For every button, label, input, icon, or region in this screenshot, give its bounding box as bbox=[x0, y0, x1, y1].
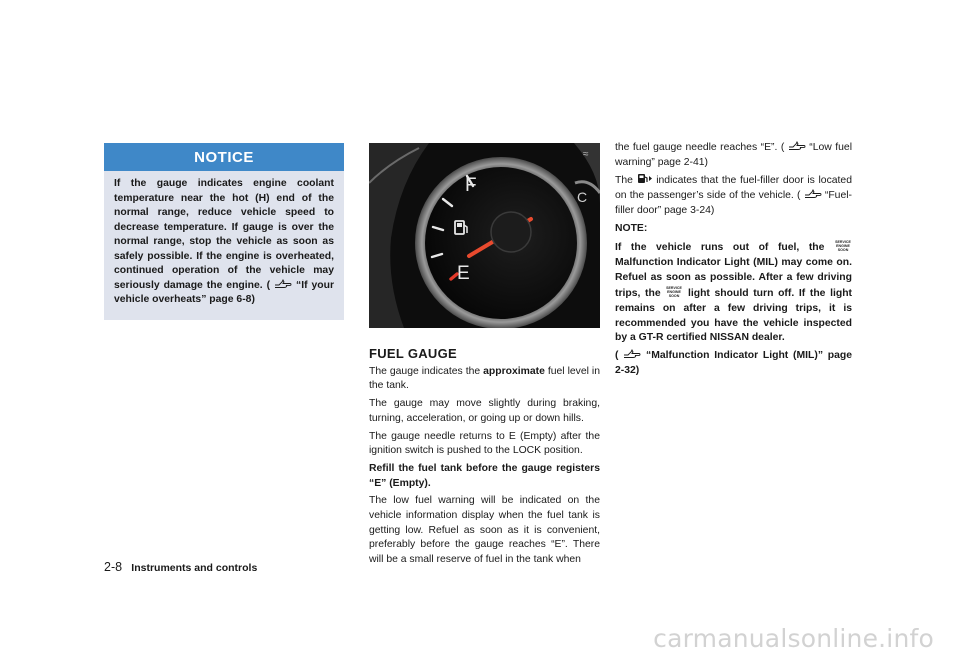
paragraph-text: indicates that the fuel-filler door is located on the passenger’s side of the vehicle. ( bbox=[615, 175, 852, 202]
section-title: Instruments and controls bbox=[131, 562, 258, 574]
gauge-label-f: F bbox=[465, 175, 477, 196]
service-engine-soon-icon bbox=[834, 239, 852, 252]
cross-reference: “Fuel-filler door” page 3-24) bbox=[615, 190, 852, 216]
cross-reference-paragraph bbox=[615, 349, 852, 378]
watermark: carmanualsonline.info bbox=[653, 624, 934, 653]
note-paragraph bbox=[615, 239, 852, 346]
service-engine-soon-icon bbox=[665, 285, 683, 298]
svg-text:≈: ≈ bbox=[583, 149, 589, 160]
fuel-gauge-photo bbox=[369, 143, 600, 328]
page-number: 2-8 bbox=[104, 560, 123, 574]
notice-box bbox=[104, 143, 344, 320]
svg-text:C: C bbox=[577, 189, 588, 205]
notice-title: NOTICE bbox=[104, 143, 344, 171]
note-label: NOTE: bbox=[615, 222, 648, 234]
pointing-hand-icon bbox=[274, 279, 292, 289]
column-three bbox=[615, 141, 852, 382]
paragraph bbox=[615, 141, 852, 170]
paragraph-text: The bbox=[615, 175, 633, 187]
warning-paragraph: Refill the fuel tank before the gauge registers “E” (Empty). bbox=[369, 462, 600, 489]
pointing-hand-icon bbox=[623, 349, 641, 359]
section-heading: FUEL GAUGE bbox=[369, 346, 457, 361]
paren: ( bbox=[615, 350, 619, 362]
note-text: light should turn off. If the light remains on after a few driving trips, it is recommended you have the vehicle inspected by a GT-R certified NISSAN dealer. bbox=[615, 288, 853, 344]
note-text: If the vehicle runs out of fuel, the bbox=[615, 242, 825, 254]
paragraph-text: fuel level in the tank. bbox=[369, 365, 600, 392]
paragraph-text: the fuel gauge needle reaches “E”. ( bbox=[615, 142, 785, 153]
paragraph bbox=[615, 173, 852, 218]
notice-ref: “If your vehicle overheats” page 6-8) bbox=[114, 279, 335, 305]
fuel-gauge-section bbox=[369, 347, 600, 571]
cross-reference: “Low fuel warning” page 2-41) bbox=[615, 142, 853, 168]
svg-text:SERVICE: SERVICE bbox=[666, 286, 683, 291]
notice-text: If the gauge indicates engine coolant temperature near the hot (H) end of the normal range, reduce vehicle speed to decrease temperature. If gauge is over the normal range, stop the vehicle as soon as safely possible. If the engine is overheated, continued operation of the vehicle may seriously damage the engine. ( bbox=[114, 178, 334, 291]
notice-body bbox=[104, 171, 344, 308]
fuel-pump-icon bbox=[637, 173, 653, 184]
svg-text:SOON: SOON bbox=[669, 294, 680, 299]
paragraph-text: The gauge indicates the bbox=[369, 365, 484, 377]
cross-reference: “Malfunction Indicator Light (MIL)” page 2-32) bbox=[615, 350, 853, 376]
pointing-hand-icon bbox=[788, 141, 806, 151]
svg-text:ENGINE: ENGINE bbox=[836, 244, 850, 249]
svg-text:SOON: SOON bbox=[837, 248, 849, 253]
pointing-hand-icon bbox=[804, 189, 822, 199]
gauge-label-e: E bbox=[457, 263, 470, 284]
paragraph: The gauge needle returns to E (Empty) after the ignition switch is pushed to the LOCK position. bbox=[369, 430, 600, 457]
paragraph: The gauge may move slightly during braking, turning, acceleration, or going up or down hills. bbox=[369, 398, 600, 424]
page-footer bbox=[104, 560, 257, 574]
note-text: Malfunction Indicator Light (MIL) may come on. Refuel as soon as possible. After a few driving trips, the bbox=[615, 256, 852, 300]
svg-text:ENGINE: ENGINE bbox=[667, 290, 682, 295]
svg-text:SERVICE: SERVICE bbox=[835, 240, 851, 245]
paragraph: The low fuel warning will be indicated on the vehicle information display when the fuel tank is getting low. Refuel as soon as it is convenient, preferably before the gauge reaches “E”. There will be a small reserve of fuel in the tank when bbox=[369, 495, 600, 566]
emphasis-text: approximate bbox=[483, 365, 545, 377]
paragraph bbox=[369, 365, 600, 394]
